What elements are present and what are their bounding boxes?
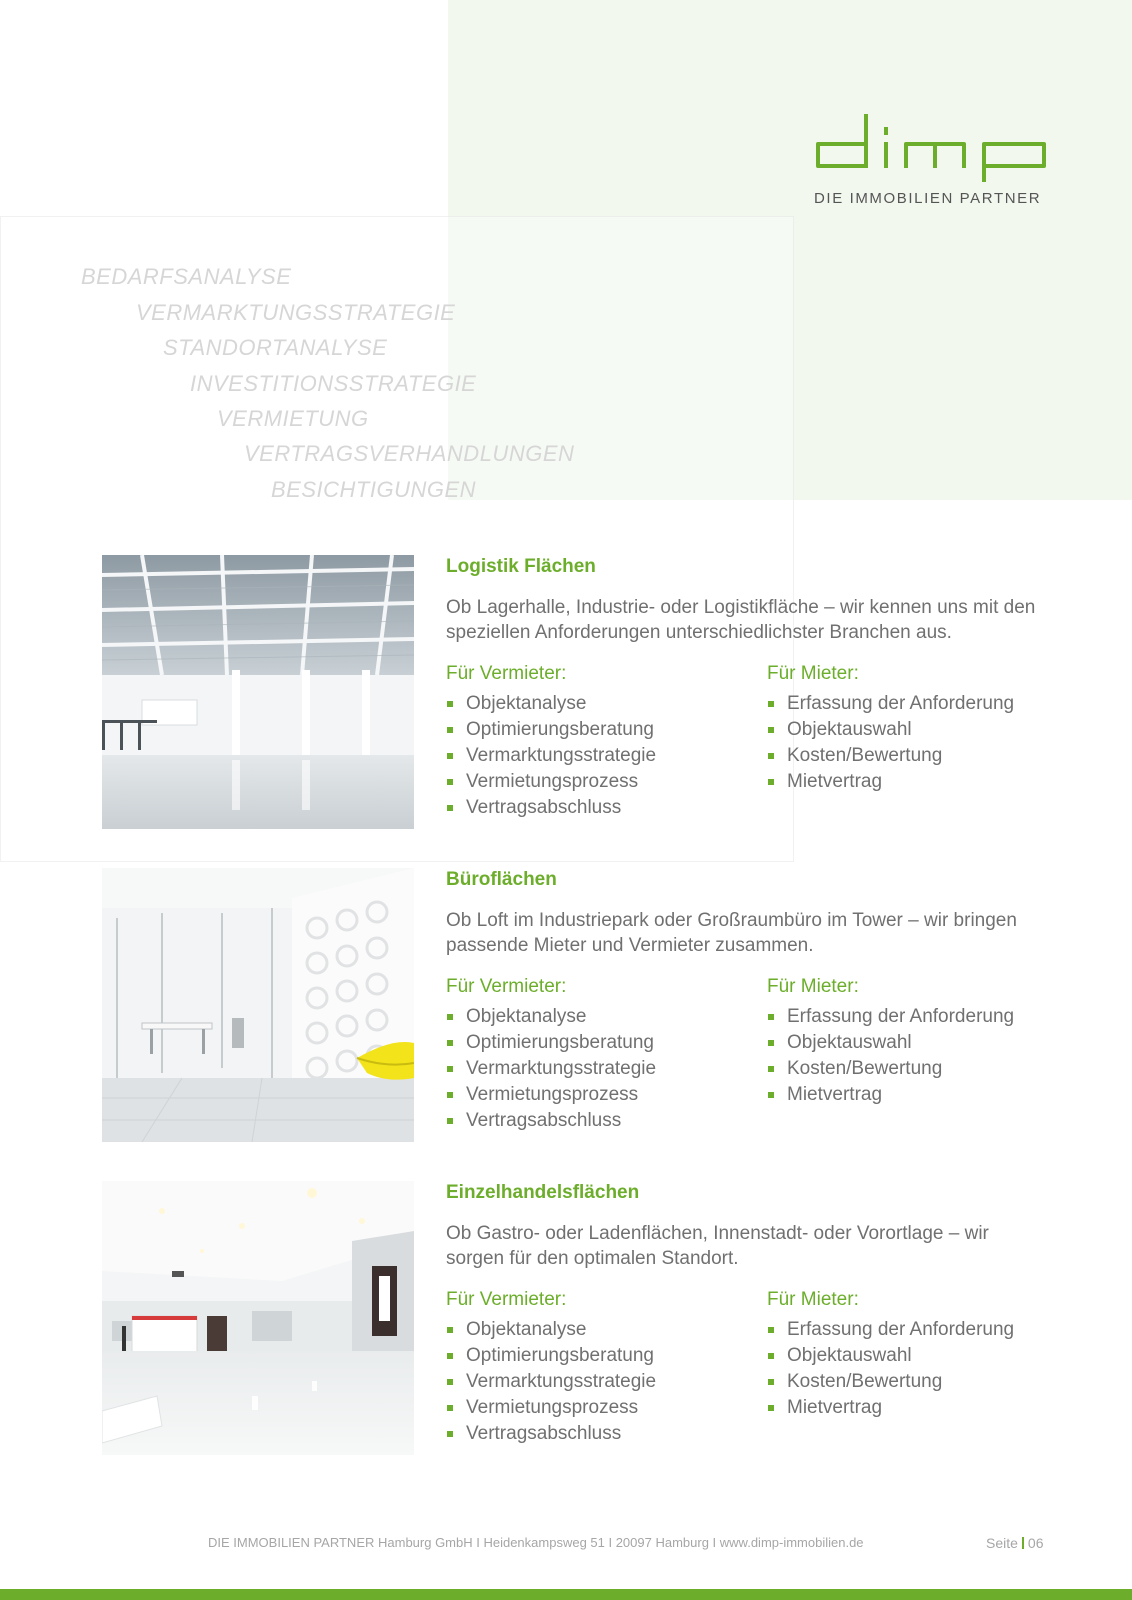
section-title: Logistik Flächen — [446, 556, 596, 577]
list-item: Erfassung der Anforderung — [767, 1004, 1067, 1030]
landlord-list — [446, 661, 746, 821]
bullet-icon — [768, 1066, 774, 1072]
landlord-list — [446, 1287, 746, 1447]
list-item: Mietvertrag — [767, 769, 1067, 795]
list-item: Optimierungsberatung — [446, 717, 746, 743]
keyword-item: BESICHTIGUNGEN — [271, 477, 477, 502]
bullet-icon — [447, 1066, 453, 1072]
tenant-heading: Für Mieter: — [767, 1289, 859, 1310]
section-logistik — [102, 555, 1042, 831]
section-description: Ob Lagerhalle, Industrie- oder Logistikfläche – wir kennen uns mit den speziellen Anforderungen unterschiedlichster Branchen aus. — [446, 597, 1036, 643]
keyword-item: STANDORTANALYSE — [163, 335, 388, 360]
list-item: Vertragsabschluss — [446, 1421, 746, 1447]
bullet-icon — [768, 1379, 774, 1385]
dimp-logo — [814, 112, 1050, 212]
tenant-heading: Für Mieter: — [767, 663, 859, 684]
list-item: Mietvertrag — [767, 1395, 1067, 1421]
landlord-heading: Für Vermieter: — [446, 976, 567, 997]
page-number — [986, 1535, 1044, 1551]
bullet-icon — [768, 779, 774, 785]
list-item: Objektanalyse — [446, 1004, 746, 1030]
keyword-item: VERMIETUNG — [217, 406, 369, 431]
bullet-icon — [447, 727, 453, 733]
list-item: Objektauswahl — [767, 1343, 1067, 1369]
list-item: Objektauswahl — [767, 717, 1067, 743]
bullet-icon — [447, 1327, 453, 1333]
bullet-icon — [447, 1431, 453, 1437]
landlord-heading: Für Vermieter: — [446, 1289, 567, 1310]
bullet-icon — [447, 1405, 453, 1411]
bullet-icon — [447, 1353, 453, 1359]
list-item: Kosten/Bewertung — [767, 1056, 1067, 1082]
keyword-item: VERMARKTUNGSSTRATEGIE — [136, 300, 456, 325]
logo-tagline: DIE IMMOBILIEN PARTNER — [814, 190, 1042, 207]
footer-accent-bar — [0, 1589, 1132, 1600]
page-label: Seite — [986, 1535, 1018, 1551]
tenant-list — [767, 974, 1067, 1108]
service-lists — [446, 974, 1046, 1144]
list-item: Kosten/Bewertung — [767, 743, 1067, 769]
list-item: Erfassung der Anforderung — [767, 1317, 1067, 1343]
list-item: Vermietungsprozess — [446, 769, 746, 795]
bullet-icon — [768, 1040, 774, 1046]
section-content — [446, 555, 1046, 831]
service-lists — [446, 1287, 1046, 1457]
section-einzelhandel — [102, 1181, 1042, 1457]
page-separator — [1022, 1537, 1024, 1549]
section-description: Ob Gastro- oder Ladenflächen, Innenstadt- oder Vorortlage – wir sorgen für den optimalen Standort. — [446, 1223, 989, 1269]
landlord-list — [446, 974, 746, 1134]
tenant-list — [767, 1287, 1067, 1421]
bullet-icon — [768, 727, 774, 733]
list-item: Vermietungsprozess — [446, 1395, 746, 1421]
dimp-wordmark-icon — [814, 112, 1050, 182]
list-item: Vermarktungsstrategie — [446, 743, 746, 769]
bullet-icon — [768, 1092, 774, 1098]
keyword-item: VERTRAGSVERHANDLUNGEN — [244, 441, 575, 466]
page-number-value: 06 — [1027, 1535, 1044, 1551]
section-buero — [102, 868, 1042, 1144]
keyword-item: BEDARFSANALYSE — [81, 264, 292, 289]
section-content — [446, 1181, 1046, 1457]
list-item: Vermarktungsstrategie — [446, 1369, 746, 1395]
bullet-icon — [768, 1327, 774, 1333]
list-item: Objektauswahl — [767, 1030, 1067, 1056]
list-item: Mietvertrag — [767, 1082, 1067, 1108]
bullet-icon — [768, 701, 774, 707]
list-item: Vermietungsprozess — [446, 1082, 746, 1108]
list-item: Kosten/Bewertung — [767, 1369, 1067, 1395]
keyword-item: INVESTITIONSSTRATEGIE — [190, 371, 477, 396]
office-photo — [102, 868, 414, 1142]
bullet-icon — [447, 1379, 453, 1385]
list-item: Vertragsabschluss — [446, 1108, 746, 1134]
bullet-icon — [447, 805, 453, 811]
bullet-icon — [447, 1092, 453, 1098]
service-lists — [446, 661, 1046, 831]
bullet-icon — [447, 701, 453, 707]
bullet-icon — [447, 1014, 453, 1020]
bullet-icon — [447, 1040, 453, 1046]
bullet-icon — [447, 1118, 453, 1124]
bullet-icon — [768, 1405, 774, 1411]
bullet-icon — [447, 753, 453, 759]
list-item: Vermarktungsstrategie — [446, 1056, 746, 1082]
footer-address: DIE IMMOBILIEN PARTNER Hamburg GmbH I Heidenkampsweg 51 I 20097 Hamburg I www.dimp-immobilien.de — [208, 1535, 864, 1550]
list-item: Vertragsabschluss — [446, 795, 746, 821]
list-item: Objektanalyse — [446, 691, 746, 717]
list-item: Optimierungsberatung — [446, 1030, 746, 1056]
bullet-icon — [768, 753, 774, 759]
bullet-icon — [447, 779, 453, 785]
section-title: Büroflächen — [446, 869, 557, 890]
list-item: Objektanalyse — [446, 1317, 746, 1343]
retail-photo — [102, 1181, 414, 1455]
warehouse-photo — [102, 555, 414, 829]
section-description: Ob Loft im Industriepark oder Großraumbüro im Tower – wir bringen passende Mieter und Vermieter zusammen. — [446, 910, 1017, 956]
landlord-heading: Für Vermieter: — [446, 663, 567, 684]
section-title: Einzelhandelsflächen — [446, 1182, 640, 1203]
list-item: Optimierungsberatung — [446, 1343, 746, 1369]
tenant-heading: Für Mieter: — [767, 976, 859, 997]
list-item: Erfassung der Anforderung — [767, 691, 1067, 717]
bullet-icon — [768, 1353, 774, 1359]
bullet-icon — [768, 1014, 774, 1020]
tenant-list — [767, 661, 1067, 795]
section-content — [446, 868, 1046, 1144]
